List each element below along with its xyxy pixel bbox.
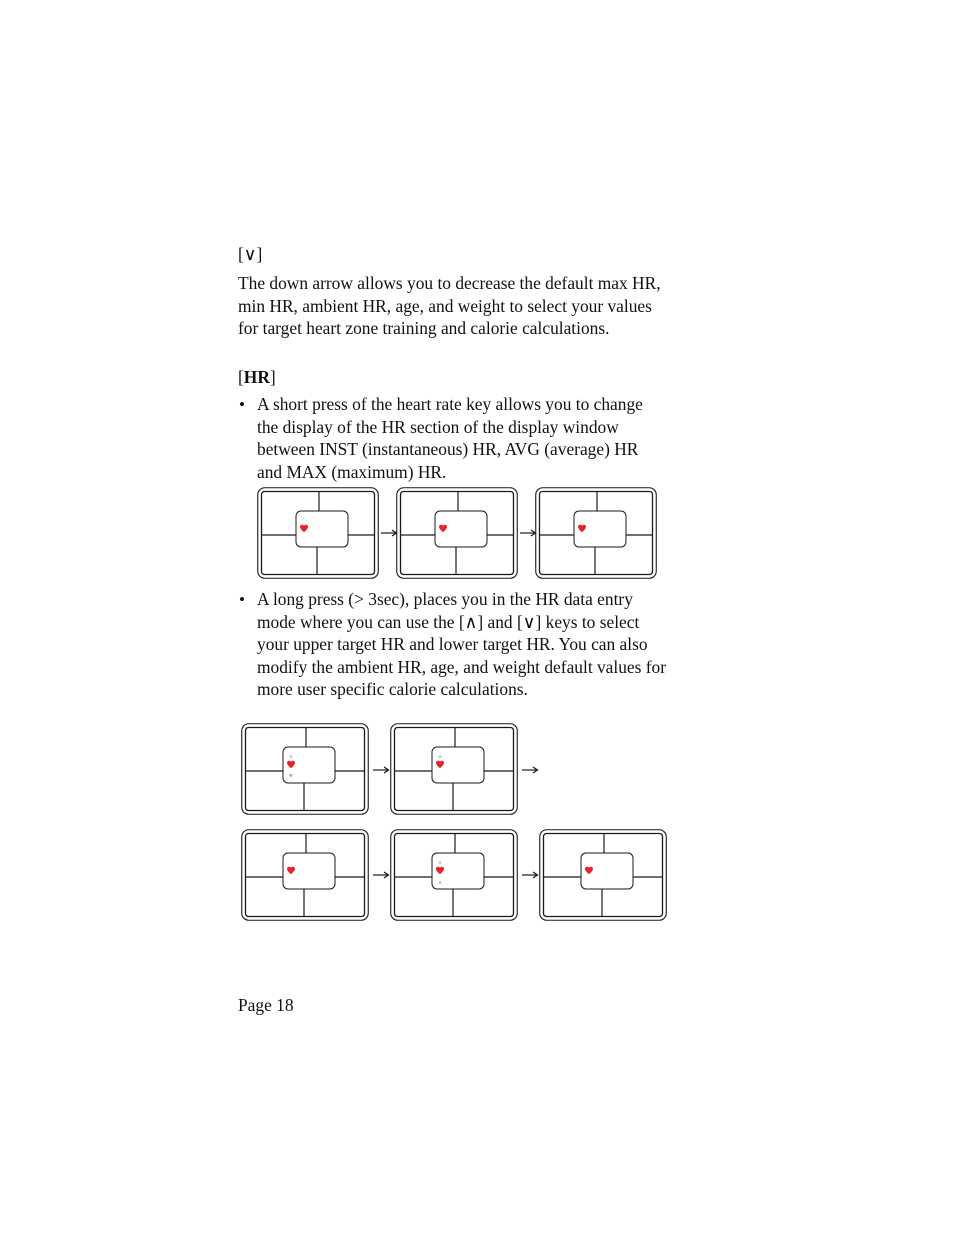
down-key-description: The down arrow allows you to decrease the default max HR, min HR, ambient HR, age, and weight to select your values for target heart zone training and calorie calculations. [238, 273, 661, 338]
down-caret-icon: v [289, 773, 293, 779]
page-number: Page 18 [238, 995, 294, 1015]
long-press-description: A long press (> 3sec), places you in the HR data entry mode where you can use the [∧] and [∨] keys to select your upper target HR and lower target HR. You can also modify the ambient HR, age, and weight default values for more user specific calorie calculations. [257, 589, 667, 699]
display-weight [539, 829, 667, 921]
display-inst-hr [257, 487, 379, 579]
display-lower-target [390, 723, 518, 815]
up-caret-icon: ^ [289, 755, 293, 761]
right-arrow-icon [372, 765, 390, 775]
short-press-description: A short press of the heart rate key allows you to change the display of the HR section of the display window between INST (instantaneous) HR, AVG (average) HR and MAX (maximum) HR. [257, 394, 643, 482]
display-ambient-hr [241, 829, 369, 921]
right-arrow-icon [521, 870, 539, 880]
down-caret-icon: ∨ [243, 244, 257, 264]
display-age [390, 829, 518, 921]
down-key-heading: [∨] [238, 244, 263, 264]
bullet-marker: • [239, 590, 245, 609]
bullet-marker: • [239, 395, 245, 414]
up-caret-icon: ^ [438, 881, 442, 887]
display-avg-hr [396, 487, 518, 579]
hr-key-heading: [HR] [238, 367, 276, 387]
display-upper-target [241, 723, 369, 815]
up-caret-icon: ^ [438, 861, 442, 867]
right-arrow-icon [521, 765, 539, 775]
right-arrow-icon [372, 870, 390, 880]
display-max-hr [535, 487, 657, 579]
up-caret-icon: ^ [438, 755, 442, 761]
